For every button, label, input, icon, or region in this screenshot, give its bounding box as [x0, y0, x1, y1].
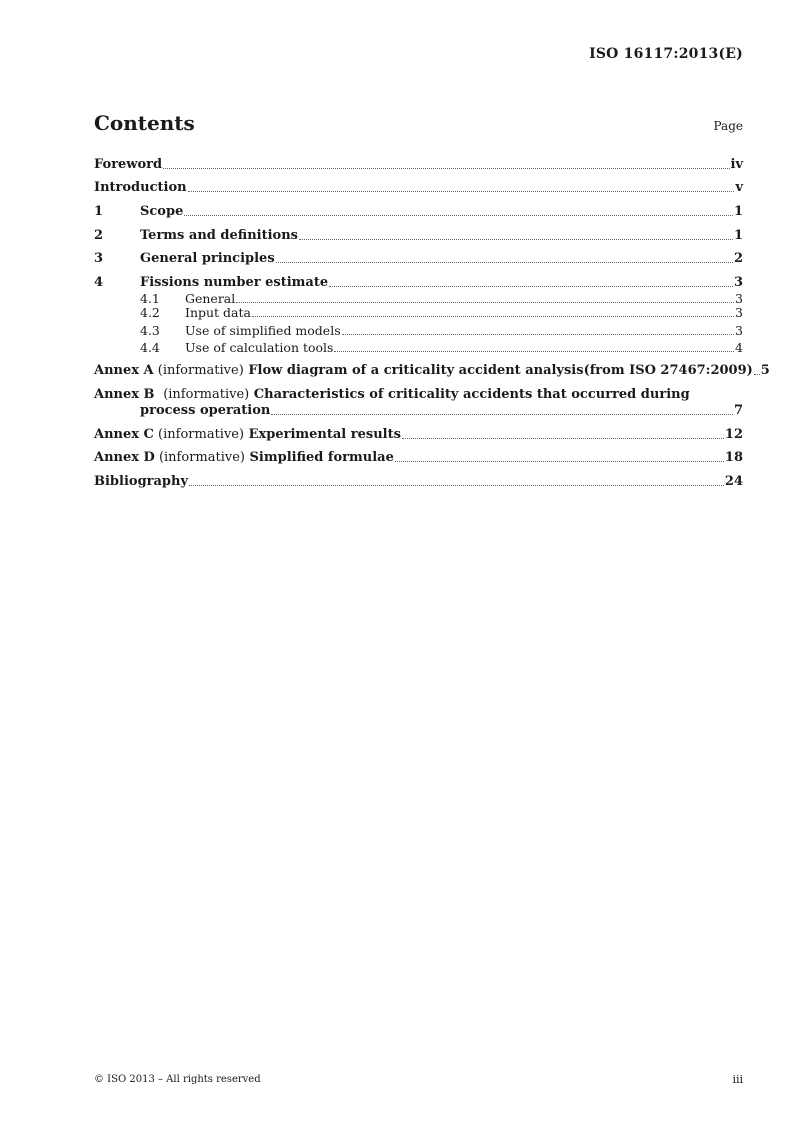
toc-entry-label: Input data	[185, 305, 251, 320]
toc-entry-page: 18	[724, 450, 743, 465]
toc-entry-label: Fissions number estimate	[140, 275, 329, 290]
document-id: ISO 16117:2013(E)	[589, 46, 743, 62]
toc-entry-page: 12	[724, 427, 743, 442]
annex-letter: Annex A	[94, 363, 154, 378]
dot-leader	[163, 168, 729, 169]
toc-entry-label: General principles	[140, 251, 275, 266]
toc-entry-number: 4.1	[140, 291, 160, 306]
dot-leader	[184, 215, 733, 216]
annex-title: Characteristics of criticality accidents that occurred during	[253, 387, 690, 402]
dot-leader	[252, 316, 734, 317]
toc-entry-introduction[interactable]	[94, 180, 743, 195]
annex-letter: Annex B	[94, 387, 155, 402]
toc-entry-bibliography[interactable]	[94, 474, 743, 489]
dot-leader	[271, 414, 733, 415]
annex-title: Flow diagram of a criticality accident analysis(from ISO 27467:2009)	[248, 363, 753, 378]
toc-subentry-calculation-tools[interactable]	[94, 340, 743, 355]
toc-entry-annex-c[interactable]	[94, 427, 743, 442]
annex-type: (informative)	[158, 450, 245, 465]
toc-entry-annex-d[interactable]	[94, 450, 743, 465]
toc-entry-annex-b-line1[interactable]	[94, 387, 690, 402]
dot-leader	[299, 239, 733, 240]
toc-subentry-general[interactable]	[94, 291, 743, 306]
toc-entry-page: 2	[733, 251, 743, 266]
toc-entry-page: 4	[735, 340, 743, 355]
annex-title: Simplified formulae	[249, 450, 394, 465]
dot-leader	[402, 438, 724, 439]
toc-entry-page: iv	[730, 157, 743, 172]
toc-entry-fissions[interactable]	[94, 275, 743, 290]
annex-type: (informative)	[157, 363, 244, 378]
toc-entry-number: 2	[94, 228, 104, 243]
toc-entry-label: Bibliography	[94, 474, 189, 489]
footer-page-number: iii	[732, 1073, 743, 1086]
page-title: Contents	[94, 111, 195, 135]
toc-entry-label: Terms and definitions	[140, 228, 298, 243]
dot-leader	[276, 262, 733, 263]
toc-entry-terms[interactable]	[94, 228, 743, 243]
toc-entry-scope[interactable]	[94, 204, 743, 219]
toc-entry-page: 3	[735, 291, 743, 306]
toc-entry-label: Introduction	[94, 180, 187, 195]
annex-letter: Annex C	[94, 427, 154, 442]
toc-entry-page: 24	[724, 474, 743, 489]
toc-entry-page: 3	[735, 323, 743, 338]
toc-subentry-input-data[interactable]	[94, 305, 743, 320]
toc-entry-label: General	[185, 291, 236, 306]
annex-type: (informative)	[163, 387, 250, 402]
toc-entry-number: 4.3	[140, 323, 160, 338]
toc-entry-general-principles[interactable]	[94, 251, 743, 266]
toc-entry-foreword[interactable]	[94, 157, 743, 172]
toc-entry-page: 3	[733, 275, 743, 290]
toc-entry-page: 1	[733, 228, 743, 243]
annex-type: (informative)	[158, 427, 245, 442]
toc-entry-label: Scope	[140, 204, 184, 219]
toc-entry-page: 5	[760, 363, 770, 378]
annex-letter: Annex D	[94, 450, 155, 465]
dot-leader	[334, 351, 734, 352]
dot-leader	[188, 191, 735, 192]
toc-entry-label: Use of calculation tools	[185, 340, 334, 355]
dot-leader	[236, 302, 734, 303]
toc-entry-annex-a[interactable]	[94, 363, 770, 378]
toc-entry-number: 4	[94, 275, 104, 290]
dot-leader	[342, 334, 734, 335]
dot-leader	[754, 374, 760, 375]
toc-entry-page: 3	[735, 305, 743, 320]
toc-entry-number: 4.4	[140, 340, 160, 355]
toc-entry-label: Foreword	[94, 157, 163, 172]
dot-leader	[189, 485, 724, 486]
toc-entry-number: 4.2	[140, 305, 160, 320]
toc-entry-page: v	[735, 180, 743, 195]
page-column-label: Page	[713, 119, 743, 133]
toc-entry-annex-b[interactable]	[94, 403, 743, 418]
annex-title: Experimental results	[248, 427, 401, 442]
toc-entry-number: 3	[94, 251, 104, 266]
toc-entry-page: 1	[733, 204, 743, 219]
toc-entry-page: 7	[733, 403, 743, 418]
toc-subentry-simplified-models[interactable]	[94, 323, 743, 338]
dot-leader	[329, 286, 733, 287]
dot-leader	[395, 461, 724, 462]
annex-title-continued: process operation	[140, 403, 271, 418]
toc-entry-number: 1	[94, 204, 104, 219]
footer-copyright: © ISO 2013 – All rights reserved	[94, 1074, 261, 1085]
toc-entry-label: Use of simplified models	[185, 323, 341, 338]
